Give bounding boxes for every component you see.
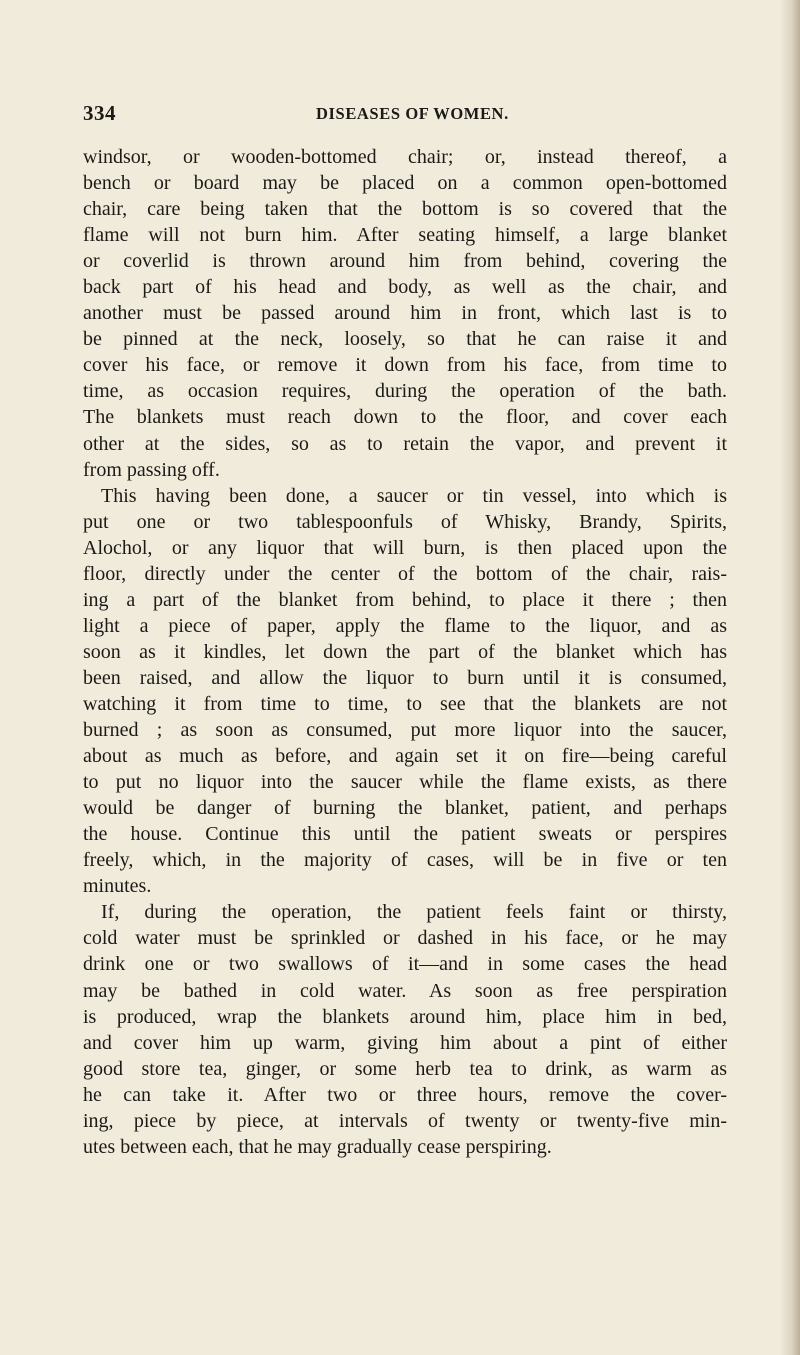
text-line: would be danger of burning the blanket, patient, and perhaps xyxy=(83,797,727,820)
text-line: time, as occasion requires, during the operation of the bath. xyxy=(83,380,727,403)
text-line: back part of his head and body, as well as the chair, and xyxy=(83,276,727,299)
body-text xyxy=(83,144,727,1160)
text-line: from passing off. xyxy=(83,458,220,481)
text-line: bench or board may be placed on a common open-bottomed xyxy=(83,172,727,195)
text-line: watching it from time to time, to see that the blankets are not xyxy=(83,692,727,715)
text-line: The blankets must reach down to the floor, and cover each xyxy=(83,406,727,429)
text-line: cover his face, or remove it down from his face, from time to xyxy=(83,354,727,377)
text-line: the house. Continue this until the patient sweats or perspires xyxy=(83,823,727,846)
text-line: If, during the operation, the patient feels faint or thirsty, xyxy=(101,901,727,924)
text-line: flame will not burn him. After seating himself, a large blanket xyxy=(83,224,727,247)
text-line: burned ; as soon as consumed, put more liquor into the saucer, xyxy=(83,719,727,742)
text-line: and cover him up warm, giving him about a pint of either xyxy=(83,1031,727,1054)
text-line: he can take it. After two or three hours, remove the cover- xyxy=(83,1083,727,1106)
text-line: soon as it kindles, let down the part of the blanket which has xyxy=(83,640,727,663)
text-line: light a piece of paper, apply the flame to the liquor, and as xyxy=(83,614,727,637)
text-line: This having been done, a saucer or tin vessel, into which is xyxy=(101,484,727,507)
paragraph xyxy=(83,144,727,483)
text-line: minutes. xyxy=(83,875,152,898)
text-line: or coverlid is thrown around him from behind, covering the xyxy=(83,250,727,273)
text-line: to put no liquor into the saucer while the flame exists, as there xyxy=(83,771,727,794)
text-line: windsor, or wooden-bottomed chair; or, instead thereof, a xyxy=(83,146,727,168)
text-line: good store tea, ginger, or some herb tea to drink, as warm as xyxy=(83,1057,727,1080)
running-head: DISEASES OF WOMEN. xyxy=(316,104,509,123)
text-line: ing a part of the blanket from behind, to place it there ; then xyxy=(83,588,727,611)
paragraph xyxy=(83,899,727,1159)
paragraph xyxy=(83,483,727,900)
text-line: other at the sides, so as to retain the vapor, and prevent it xyxy=(83,432,727,455)
text-line: put one or two tablespoonfuls of Whisky, Brandy, Spirits, xyxy=(83,510,727,533)
text-line: floor, directly under the center of the bottom of the chair, rais- xyxy=(83,562,727,585)
text-line: chair, care being taken that the bottom is so covered that the xyxy=(83,198,727,221)
text-line: may be bathed in cold water. As soon as free perspiration xyxy=(83,979,727,1002)
text-line: another must be passed around him in front, which last is to xyxy=(83,302,727,325)
text-line: been raised, and allow the liquor to burn until it is consumed, xyxy=(83,666,727,689)
text-line: freely, which, in the majority of cases, will be in five or ten xyxy=(83,849,727,872)
text-line: about as much as before, and again set it on fire—being careful xyxy=(83,745,727,768)
page-number: 334 xyxy=(83,101,116,125)
text-line: is produced, wrap the blankets around him, place him in bed, xyxy=(83,1005,727,1028)
text-line: Alochol, or any liquor that will burn, is then placed upon the xyxy=(83,536,727,559)
text-line: utes between each, that he may gradually cease perspiring. xyxy=(83,1135,552,1158)
page-header xyxy=(83,101,727,131)
text-line: cold water must be sprinkled or dashed in his face, or he may xyxy=(83,927,727,950)
text-line: ing, piece by piece, at intervals of twenty or twenty-five min- xyxy=(83,1109,727,1132)
text-line: drink one or two swallows of it—and in some cases the head xyxy=(83,953,727,976)
text-line: be pinned at the neck, loosely, so that he can raise it and xyxy=(83,328,727,351)
